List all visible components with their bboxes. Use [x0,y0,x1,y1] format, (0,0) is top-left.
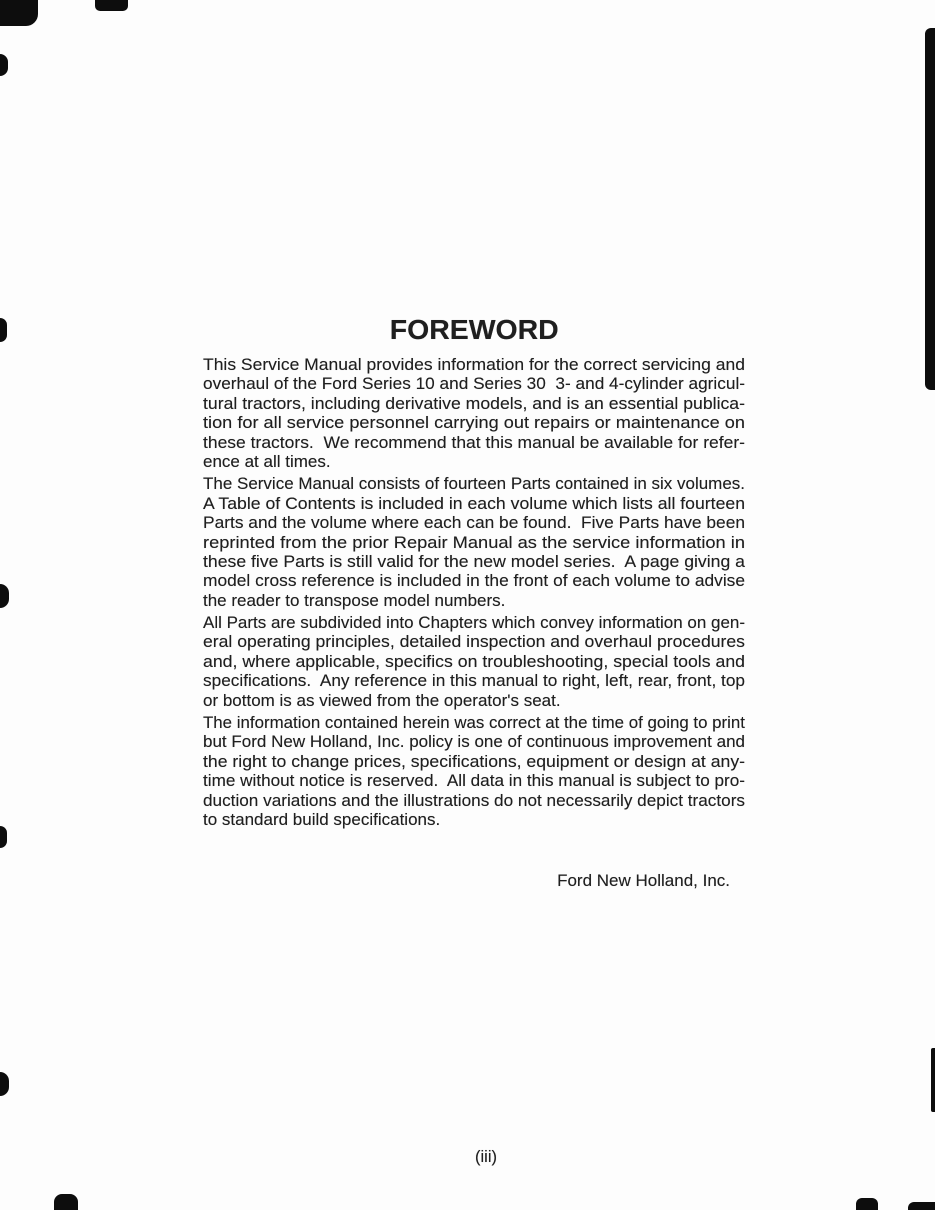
scan-artifact-corner [908,1202,935,1210]
text-line: specifications. Any reference in this manual to right, left, rear, front, top [203,671,745,691]
text-line: but Ford New Holland, Inc. policy is one of continuous improvement and [203,732,745,752]
page-number: (iii) [475,1148,497,1166]
text-line: The Service Manual consists of fourteen Parts contained in six volumes. [203,474,745,494]
text-line: Parts and the volume where each can be found. Five Parts have been [203,513,745,533]
text-line: overhaul of the Ford Series 10 and Series 30 3- and 4-cylinder agricul- [203,374,746,394]
scan-artifact-top-dash [95,0,128,11]
scan-artifact-left-tick [0,1072,9,1096]
text-line: time without notice is reserved. All data in this manual is subject to pro- [203,771,746,791]
text-line: eral operating principles, detailed inspection and overhaul procedures [203,632,745,652]
text-line: these tractors. We recommend that this manual be available for refer- [203,432,746,452]
text-line: the reader to transpose model numbers. [203,590,506,610]
text-line: duction variations and the illustrations do not necessarily depict tractors [203,790,745,810]
scan-artifact-right-bar [925,28,935,390]
foreword-paragraphs [203,355,745,829]
paragraph-4 [203,713,745,829]
text-line: A Table of Contents is included in each volume which lists all fourteen [203,493,746,513]
text-line: or bottom is as viewed from the operator's seat. [203,690,561,710]
page-title-text: FOREWORD [389,314,559,345]
paragraph-1 [203,355,745,471]
text-line: tion for all service personnel carrying out repairs or maintenance on [203,413,745,433]
text-line: All Parts are subdivided into Chapters which convey information on gen- [203,613,746,633]
text-line: The information contained herein was correct at the time of going to print [203,713,745,733]
text-line: and, where applicable, specifics on troubleshooting, special tools and [203,651,746,671]
text-line: to standard build specifications. [203,809,441,829]
page-title [203,315,745,345]
scan-artifact-bottom-dash [54,1194,78,1210]
scan-artifact-left-tick [0,584,9,608]
text-line: reprinted from the prior Repair Manual as the service information in [203,532,746,552]
text-line: these five Parts is still valid for the new model series. A page giving a [203,551,745,571]
scan-artifact-bottom-dash [856,1198,878,1210]
signature-line: Ford New Holland, Inc. [557,871,730,890]
text-line: the right to change prices, specifications, equipment or design at any- [203,751,746,771]
text-line: This Service Manual provides information for the correct servicing and [203,355,745,374]
scan-artifact-left-tick [0,826,7,848]
scan-artifact-top-left [0,0,38,26]
scan-artifact-right-sliver [931,1048,935,1112]
paragraph-2 [203,474,745,610]
scan-artifact-left-tick [0,318,7,342]
paragraph-3 [203,613,745,710]
scan-artifact-left-tick [0,54,8,76]
text-line: model cross reference is included in the front of each volume to advise [203,571,746,591]
text-line: tural tractors, including derivative models, and is an essential publica- [203,393,745,413]
text-line: ence at all times. [203,451,331,471]
